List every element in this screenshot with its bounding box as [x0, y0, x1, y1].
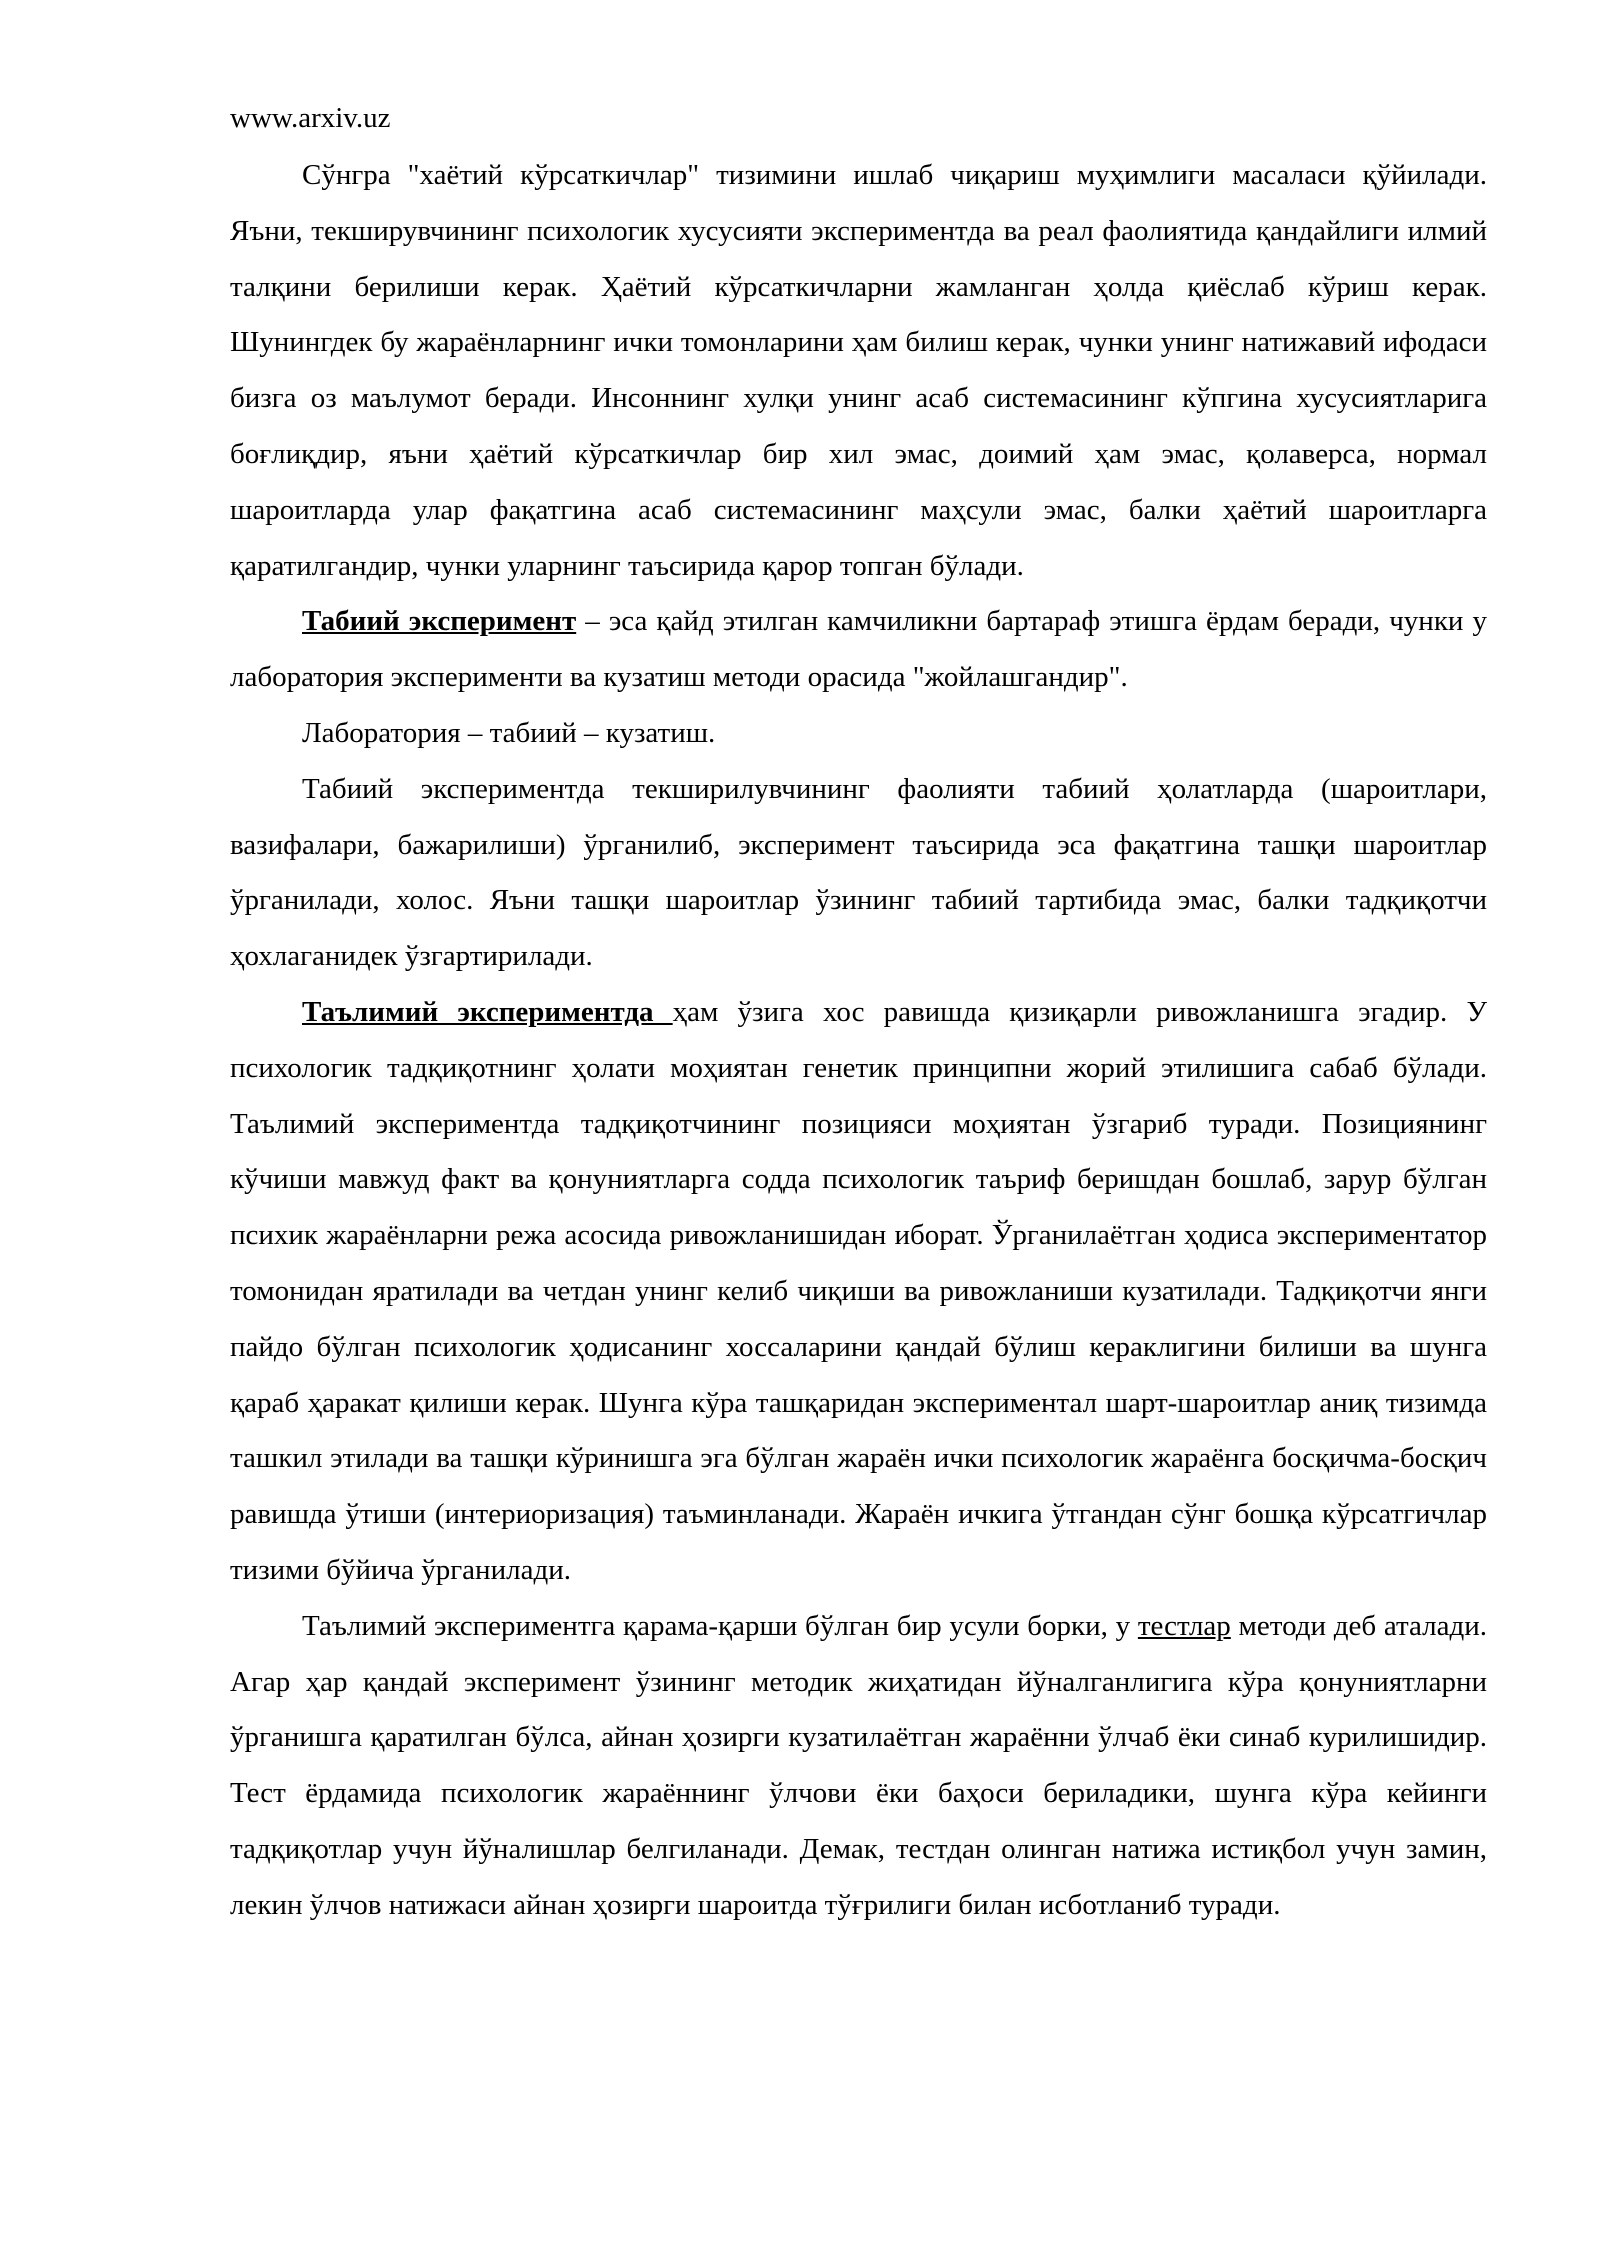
term-natural-experiment: Табиий эксперимент [302, 605, 577, 638]
tests-link[interactable]: тестлар [1137, 1609, 1231, 1642]
paragraph-tests-method [230, 1599, 1487, 1934]
paragraph-educational-experiment [230, 985, 1487, 1599]
site-url: www.arxiv.uz [230, 102, 391, 134]
paragraph-educational-experiment-text: ҳам ўзига хос равишда қизиқарли ривожланишга эгадир. У психологик тадқиқотнинг ҳолати моҳиятан генетик принципни жорий этилишига сабаб бўлади. Таълимий экспериментда тадқиқотчининг позицияси моҳиятан ўзгариб туради. Позициянинг кўчиши мавжуд факт ва қонуниятларга содда психологик таъриф беришдан бошлаб, зарур бўлган психик жараёнларни режа асосида ривожланишидан иборат. Ўрганилаётган ҳодиса экспериментатор томонидан яратилади ва четдан унинг келиб чиқиши ва ривожланиши кузатилади. Тадқиқотчи янги пайдо бўлган психологик ҳодисанинг хоссаларини қандай бўлиш кераклигини билиши ва шунга қараб ҳаракат қилиши керак. Шунга кўра ташқаридан экспериментал шарт-шароитлар аниқ тизимда ташкил этилади ва ташқи кўринишга эга бўлган жараён ички психологик жараёнга босқичма-босқич равишда ўтиши (интериоризация) таъминланади. Жараён ичкига ўтгандан сўнг бошқа кўрсатгичлар тизими бўйича ўрганилади. [230, 995, 1487, 1586]
paragraph-tests-text-b: методи деб аталади. Агар ҳар қандай эксперимент ўзининг методик жиҳатидан йўналганлигига кўра қонуниятларни ўрганишга қаратилган бўлса, айнан ҳозирги кузатилаётган жараённи ўлчаб ёки синаб курилишидир. Тест ёрдамида психологик жараённинг ўлчови ёки баҳоси бериладики, шунга кўра кейинги тадқиқотлар учун йўналишлар белгиланади. Демак, тестдан олинган натижа истиқбол учун замин, лекин ўлчов натижаси айнан ҳозирги шароитда тўғрилиги билан исботланиб туради. [230, 1609, 1488, 1921]
paragraph-life-indicators: Сўнгра "хаётий кўрсаткичлар" тизимини ишлаб чиқариш муҳимлиги масаласи қўйилади. Яъни, текширувчининг психологик хусусияти экспериментда ва реал фаолиятида қандайлиги илмий талқини берилиши керак. Ҳаётий кўрсаткичларни жамланган ҳолда қиёслаб кўриш керак. Шунингдек бу жараёнларнинг ички томонларини ҳам билиш керак, чунки унинг натижавий ифодаси бизга оз маълумот беради. Инсоннинг хулқи унинг асаб системасининг кўпгина хусусиятларига боғлиқдир, яъни ҳаётий кўрсаткичлар бир хил эмас, доимий ҳам эмас, қолаверса, нормал шароитларда улар фақатгина асаб системасининг маҳсули эмас, балки ҳаётий шароитларга қаратилгандир, чунки уларнинг таъсирида қарор топган бўлади. [230, 159, 1487, 582]
paragraph-lab-natural-observation: Лаборатория – табиий – кузатиш. [302, 716, 716, 749]
term-educational-experiment: Таълимий экспериментда [302, 995, 673, 1028]
paragraph-natural-experiment-text: – эса қайд этилган камчиликни бартараф этишга ёрдам беради, чунки у лаборатория эксперименти ва кузатиш методи орасида "жойлашгандир". [230, 605, 1487, 694]
paragraph-tests-text-a: Таълимий экспериментга қарама-қарши бўлган бир усули борки, у [302, 1609, 1138, 1642]
paragraph-natural-conditions: Табиий экспериментда текширилувчининг фаолияти табиий ҳолатларда (шароитлари, вазифалари, бажарилиши) ўрганилиб, эксперимент таъсирида эса фақатгина ташқи шароитлар ўрганилади, холос. Яъни ташқи шароитлар ўзининг табиий тартибида эмас, балки тадқиқотчи ҳохлаганидек ўзгартирилади. [230, 772, 1487, 973]
paragraph-natural-experiment [230, 594, 1487, 706]
